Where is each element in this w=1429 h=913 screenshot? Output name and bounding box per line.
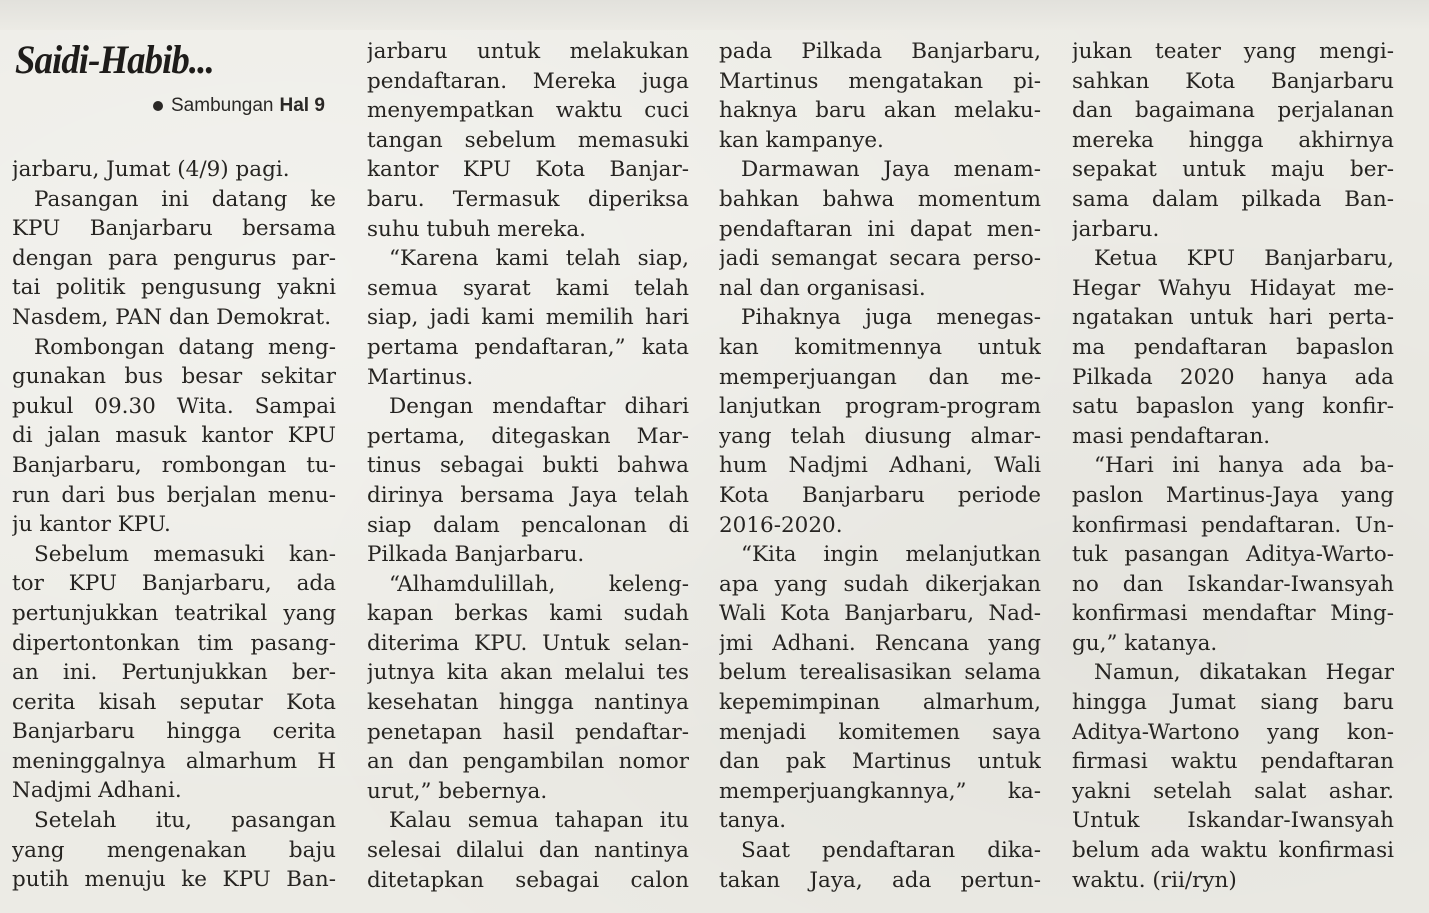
text-line: lanjutkan program-program: [719, 394, 1041, 420]
text-line: ngatakan untuk hari perta-: [1072, 305, 1394, 331]
text-line: Aditya-Wartono yang kon-: [1072, 719, 1394, 745]
bullet-icon: [153, 101, 163, 111]
continued-page-number: Hal 9: [279, 95, 325, 116]
text-line: jmi Adhani. Rencana yang: [719, 630, 1041, 656]
text-line: bahkan bahwa momentum: [719, 186, 1041, 212]
text-line: gunakan bus besar sekitar: [12, 364, 336, 390]
text-line: Sebelum memasuki kan-: [34, 541, 336, 567]
text-line: Banjarbaru, rombongan tu-: [12, 452, 336, 478]
text-line: jarbaru untuk melakukan: [367, 39, 689, 64]
text-line: baru. Termasuk diperiksa: [367, 186, 689, 212]
text-line: 2016-2020.: [719, 512, 843, 538]
text-line: Untuk Iskandar-Iwansyah: [1072, 808, 1394, 834]
text-line: pertama pendaftaran,” kata: [367, 334, 689, 360]
text-line: Nadjmi Adhani.: [12, 778, 182, 804]
text-line: siap, jadi kami memilih hari: [367, 305, 689, 331]
text-line: Hegar Wahyu Hidayat me-: [1072, 275, 1394, 301]
continued-from-label: [153, 95, 325, 117]
text-line: hingga Jumat siang baru: [1072, 690, 1394, 716]
text-line: jukan teater yang mengi-: [1072, 39, 1394, 64]
text-line: ma pendaftaran bapaslon: [1072, 334, 1394, 360]
text-line: dan pak Martinus untuk: [719, 749, 1041, 775]
text-line: suhu tubuh mereka.: [367, 216, 586, 242]
text-line: dipertontonkan tim pasang-: [12, 630, 336, 656]
text-line: “Hari ini hanya ada ba-: [1094, 453, 1394, 479]
text-line: hum Nadjmi Adhani, Wali: [719, 453, 1041, 479]
text-line: pendaftaran. Mereka juga: [367, 68, 689, 94]
text-line: Kalau semua tahapan itu: [389, 808, 689, 834]
text-line: “Kita ingin melanjutkan: [741, 542, 1041, 568]
text-line: putih menuju ke KPU Ban-: [12, 867, 336, 893]
text-line: kan kampanye.: [719, 127, 884, 153]
text-line: Saat pendaftaran dika-: [741, 838, 1041, 864]
article-column-2: [367, 37, 689, 895]
text-line: Darmawan Jaya menam-: [741, 157, 1041, 183]
text-line: konfirmasi mendaftar Ming-: [1072, 601, 1394, 627]
text-line: jarbaru.: [1072, 216, 1160, 242]
text-line: Pilkada Banjarbaru.: [367, 542, 585, 568]
text-line: kapan berkas kami sudah: [367, 601, 689, 627]
text-line: Rombongan datang meng-: [34, 334, 336, 360]
text-line: menjadi komitemen saya: [719, 719, 1041, 745]
text-line: belum ada waktu konfirmasi: [1072, 838, 1394, 864]
text-line: masi pendaftaran.: [1072, 423, 1271, 449]
text-line: tor KPU Banjarbaru, ada: [12, 571, 336, 597]
page-top-edge: [0, 0, 1429, 30]
text-line: Pasangan ini datang ke: [34, 186, 336, 212]
text-line: Setelah itu, pasangan: [34, 808, 336, 834]
text-line: dirinya bersama Jaya telah: [367, 482, 689, 508]
text-line: “Alhamdulillah, keleng-: [389, 571, 689, 597]
text-line: Martinus.: [367, 364, 474, 390]
text-line: Pihaknya juga menegas-: [741, 305, 1041, 331]
text-line: ditetapkan sebagai calon: [367, 867, 689, 893]
text-line: dengan para pengurus par-: [12, 245, 336, 271]
text-line: Martinus mengatakan pi-: [719, 68, 1041, 94]
text-line: Ketua KPU Banjarbaru,: [1094, 246, 1394, 272]
continued-text: Sambungan: [171, 95, 274, 116]
text-line: Dengan mendaftar dihari: [389, 394, 689, 420]
text-line: di jalan masuk kantor KPU: [12, 423, 336, 449]
text-line: selesai dilalui dan nantinya: [367, 838, 689, 864]
text-line: yang telah diusung almar-: [719, 423, 1041, 449]
text-line: sahkan Kota Banjarbaru: [1072, 68, 1394, 94]
text-line: menyempatkan waktu cuci: [367, 98, 689, 124]
text-line: kan komitmennya untuk: [719, 334, 1041, 360]
text-line: penetapan hasil pendaftar-: [367, 719, 689, 745]
text-line: pendaftaran ini dapat men-: [719, 216, 1041, 242]
text-line: sepakat untuk maju ber-: [1072, 157, 1394, 183]
article-column-3: [719, 37, 1041, 895]
text-line: firmasi waktu pendaftaran: [1072, 749, 1394, 775]
text-line: urut,” bebernya.: [367, 778, 548, 804]
text-line: belum terealisasikan selama: [719, 660, 1041, 686]
text-line: jadi semangat secara perso-: [719, 246, 1041, 272]
text-line: semua syarat kami telah: [367, 275, 689, 301]
text-line: Pilkada 2020 hanya ada: [1072, 364, 1394, 390]
text-line: no dan Iskandar-Iwansyah: [1072, 571, 1394, 597]
text-line: “Karena kami telah siap,: [389, 246, 689, 272]
text-line: pukul 09.30 Wita. Sampai: [12, 393, 336, 419]
text-line: tuk pasangan Aditya-Warto-: [1072, 542, 1394, 568]
text-line: Namun, dikatakan Hegar: [1094, 660, 1394, 686]
text-line: kepemimpinan almarhum,: [719, 690, 1041, 716]
text-line: gu,” katanya.: [1072, 630, 1218, 656]
text-line: takan Jaya, ada pertun-: [719, 867, 1041, 893]
text-line: meninggalnya almarhum H: [12, 748, 336, 774]
text-line: konfirmasi pendaftaran. Un-: [1072, 512, 1394, 538]
article-column-1: [12, 155, 336, 895]
text-line: paslon Martinus-Jaya yang: [1072, 482, 1394, 508]
text-line: an dan pengambilan nomor: [367, 749, 689, 775]
text-line: haknya baru akan melaku-: [719, 98, 1041, 124]
text-line: yang mengenakan baju: [12, 837, 336, 863]
text-line: pertunjukkan teatrikal yang: [12, 600, 336, 626]
text-line: Kota Banjarbaru periode: [719, 482, 1041, 508]
text-line: siap dalam pencalonan di: [367, 512, 689, 538]
text-line: tangan sebelum memasuki: [367, 127, 689, 153]
text-line: kantor KPU Kota Banjar-: [367, 157, 689, 183]
text-line: nal dan organisasi.: [719, 275, 926, 301]
text-line: jarbaru, Jumat (4/9) pagi.: [12, 157, 290, 182]
text-line: an ini. Pertunjukkan ber-: [12, 660, 336, 686]
text-line: tanya.: [719, 808, 787, 834]
text-line: run dari bus berjalan menu-: [12, 482, 336, 508]
text-line: ju kantor KPU.: [12, 512, 171, 538]
text-line: dan bagaimana perjalanan: [1072, 98, 1394, 124]
text-line: satu bapaslon yang konfir-: [1072, 394, 1394, 420]
text-line: memperjuangan dan me-: [719, 364, 1041, 390]
article-headline: Saidi-Habib...: [15, 37, 214, 82]
text-line: KPU Banjarbaru bersama: [12, 216, 336, 242]
text-line: Banjarbaru hingga cerita: [12, 719, 336, 745]
text-line: pada Pilkada Banjarbaru,: [719, 39, 1041, 64]
text-line: waktu. (rii/ryn): [1072, 867, 1237, 893]
text-line: kesehatan hingga nantinya: [367, 690, 689, 716]
text-line: jutnya kita akan melalui tes: [367, 660, 689, 686]
text-line: yakni setelah salat ashar.: [1072, 778, 1394, 804]
text-line: diterima KPU. Untuk selan-: [367, 630, 689, 656]
text-line: tai politik pengusung yakni: [12, 275, 336, 301]
text-line: Wali Kota Banjarbaru, Nad-: [719, 601, 1041, 627]
text-line: Nasdem, PAN dan Demokrat.: [12, 304, 332, 330]
text-line: pertama, ditegaskan Mar-: [367, 423, 689, 449]
text-line: cerita kisah seputar Kota: [12, 689, 336, 715]
text-line: mereka hingga akhirnya: [1072, 127, 1394, 153]
text-line: memperjuangkannya,” ka-: [719, 778, 1041, 804]
text-line: tinus sebagai bukti bahwa: [367, 453, 689, 479]
article-column-4: [1072, 37, 1394, 895]
text-line: apa yang sudah dikerjakan: [719, 571, 1041, 597]
text-line: sama dalam pilkada Ban-: [1072, 186, 1394, 212]
